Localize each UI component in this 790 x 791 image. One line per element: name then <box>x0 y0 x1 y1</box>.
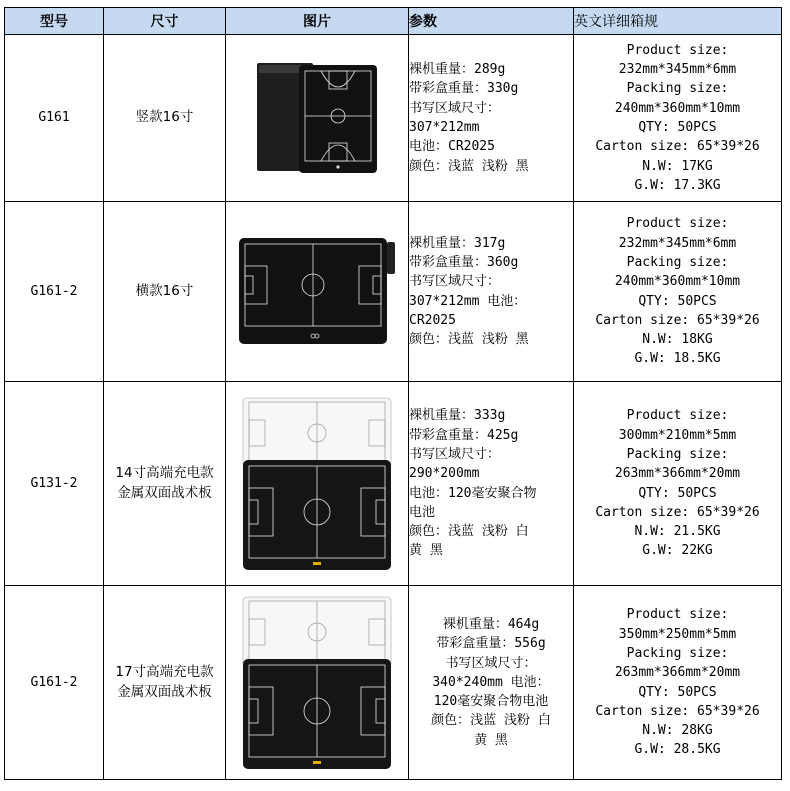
param-line: 书写区域尺寸： <box>409 446 501 462</box>
box-spec-cell <box>574 382 782 586</box>
size-cell <box>104 382 226 586</box>
box-spec-cell <box>574 202 782 382</box>
box-line: 263mm*366mm*20mm <box>614 466 741 482</box>
param-line: 电池 <box>409 504 436 520</box>
param-line: 书写区域尺寸： <box>409 100 501 116</box>
header-model: 型号 <box>5 8 104 35</box>
header-size: 尺寸 <box>104 8 226 35</box>
param-line: 颜色：浅蓝 浅粉 黑 <box>409 332 529 348</box>
param-line: 带彩盒重量：360g <box>409 254 519 270</box>
table-row <box>5 586 782 780</box>
param-line: CR2025 <box>409 312 456 328</box>
table-row <box>5 382 782 586</box>
box-line: N.W: 28KG <box>642 723 713 739</box>
param-line: 黄 黑 <box>409 543 443 559</box>
size-cell <box>104 35 226 202</box>
params-cell <box>409 586 574 780</box>
param-line: 黄 黑 <box>474 732 508 748</box>
param-line: 书写区域尺寸： <box>409 274 501 290</box>
param-line: 颜色：浅蓝 浅粉 黑 <box>409 158 529 174</box>
box-line: Product size: <box>626 607 729 623</box>
model-cell: G161-2 <box>5 202 104 382</box>
double-sided-soccer-board-image <box>241 595 393 771</box>
double-sided-soccer-board-image <box>241 396 393 572</box>
param-line: 颜色：浅蓝 浅粉 白 <box>409 524 529 540</box>
box-line: N.W: 17KG <box>642 158 713 174</box>
box-line: N.W: 21.5KG <box>634 524 721 540</box>
box-line: 232mm*345mm*6mm <box>618 235 737 251</box>
box-line: QTY: 50PCS <box>638 120 717 135</box>
header-row <box>5 8 782 35</box>
image-cell <box>226 35 409 202</box>
size-line: 横款16寸 <box>135 282 194 299</box>
params-cell <box>409 382 574 586</box>
param-line: 290*200mm <box>409 466 480 482</box>
box-line: G.W: 22KG <box>642 543 713 559</box>
box-line: 240mm*360mm*10mm <box>614 100 741 116</box>
param-line: 带彩盒重量：425g <box>409 427 519 443</box>
header-params: 参数 <box>409 8 574 35</box>
size-line: 金属双面战术板 <box>117 484 212 501</box>
box-line: Product size: <box>626 408 729 424</box>
model-cell: G131-2 <box>5 382 104 586</box>
box-spec-cell <box>574 35 782 202</box>
box-line: Product size: <box>626 216 729 232</box>
size-cell <box>104 586 226 780</box>
size-line: 14寸高端充电款 <box>115 465 214 482</box>
param-line: 电池：120毫安聚合物 <box>409 485 537 501</box>
box-spec-cell <box>574 586 782 780</box>
size-line: 17寸高端充电款 <box>115 664 214 681</box>
param-line: 裸机重量：333g <box>409 408 506 424</box>
size-line: 金属双面战术板 <box>117 683 212 700</box>
param-line: 340*240mm 电池： <box>432 674 550 690</box>
box-line: Carton size: 65*39*26 <box>595 139 760 155</box>
box-line: G.W: 28.5KG <box>634 742 721 758</box>
param-line: 307*212mm <box>409 120 480 135</box>
box-line: 263mm*366mm*20mm <box>614 665 741 681</box>
box-line: Packing size: <box>626 645 729 661</box>
box-line: QTY: 50PCS <box>638 684 717 700</box>
vertical-basketball-board-image <box>255 61 379 175</box>
header-box: 英文详细箱规 <box>574 8 782 35</box>
box-line: QTY: 50PCS <box>638 293 717 309</box>
horizontal-soccer-board-image <box>237 236 397 348</box>
params-cell <box>409 35 574 202</box>
table-row <box>5 202 782 382</box>
box-line: N.W: 18KG <box>642 332 713 348</box>
model-cell: G161-2 <box>5 586 104 780</box>
box-line: Packing size: <box>626 81 729 97</box>
box-line: G.W: 18.5KG <box>634 351 721 367</box>
box-line: 232mm*345mm*6mm <box>618 62 737 78</box>
box-line: 350mm*250mm*5mm <box>618 626 737 642</box>
param-line: 裸机重量：464g <box>442 616 540 632</box>
image-cell <box>226 586 409 780</box>
param-line: 带彩盒重量：556g <box>436 636 546 652</box>
param-line: 颜色：浅蓝 浅粉 白 <box>431 713 551 729</box>
param-line: 带彩盒重量：330g <box>409 81 519 97</box>
box-line: 300mm*210mm*5mm <box>618 427 737 443</box>
box-line: 240mm*360mm*10mm <box>614 274 741 290</box>
box-line: Packing size: <box>626 446 729 462</box>
box-line: G.W: 17.3KG <box>634 177 721 193</box>
model-cell: G161 <box>5 35 104 202</box>
param-line: 120毫安聚合物电池 <box>433 694 549 710</box>
table-row <box>5 35 782 202</box>
box-line: Carton size: 65*39*26 <box>595 312 760 328</box>
image-cell <box>226 382 409 586</box>
params-cell <box>409 202 574 382</box>
box-line: Product size: <box>626 42 729 58</box>
param-line: 裸机重量：289g <box>409 62 506 78</box>
box-line: Carton size: 65*39*26 <box>595 504 760 520</box>
param-line: 裸机重量：317g <box>409 235 506 251</box>
param-line: 书写区域尺寸： <box>445 655 537 671</box>
image-cell <box>226 202 409 382</box>
param-line: 307*212mm 电池： <box>409 293 527 309</box>
product-spec-table <box>4 7 782 780</box>
box-line: QTY: 50PCS <box>638 485 717 501</box>
header-image: 图片 <box>226 8 409 35</box>
param-line: 电池：CR2025 <box>409 139 495 155</box>
box-line: Carton size: 65*39*26 <box>595 703 760 719</box>
size-cell <box>104 202 226 382</box>
box-line: Packing size: <box>626 254 729 270</box>
size-line: 竖款16寸 <box>135 109 194 126</box>
